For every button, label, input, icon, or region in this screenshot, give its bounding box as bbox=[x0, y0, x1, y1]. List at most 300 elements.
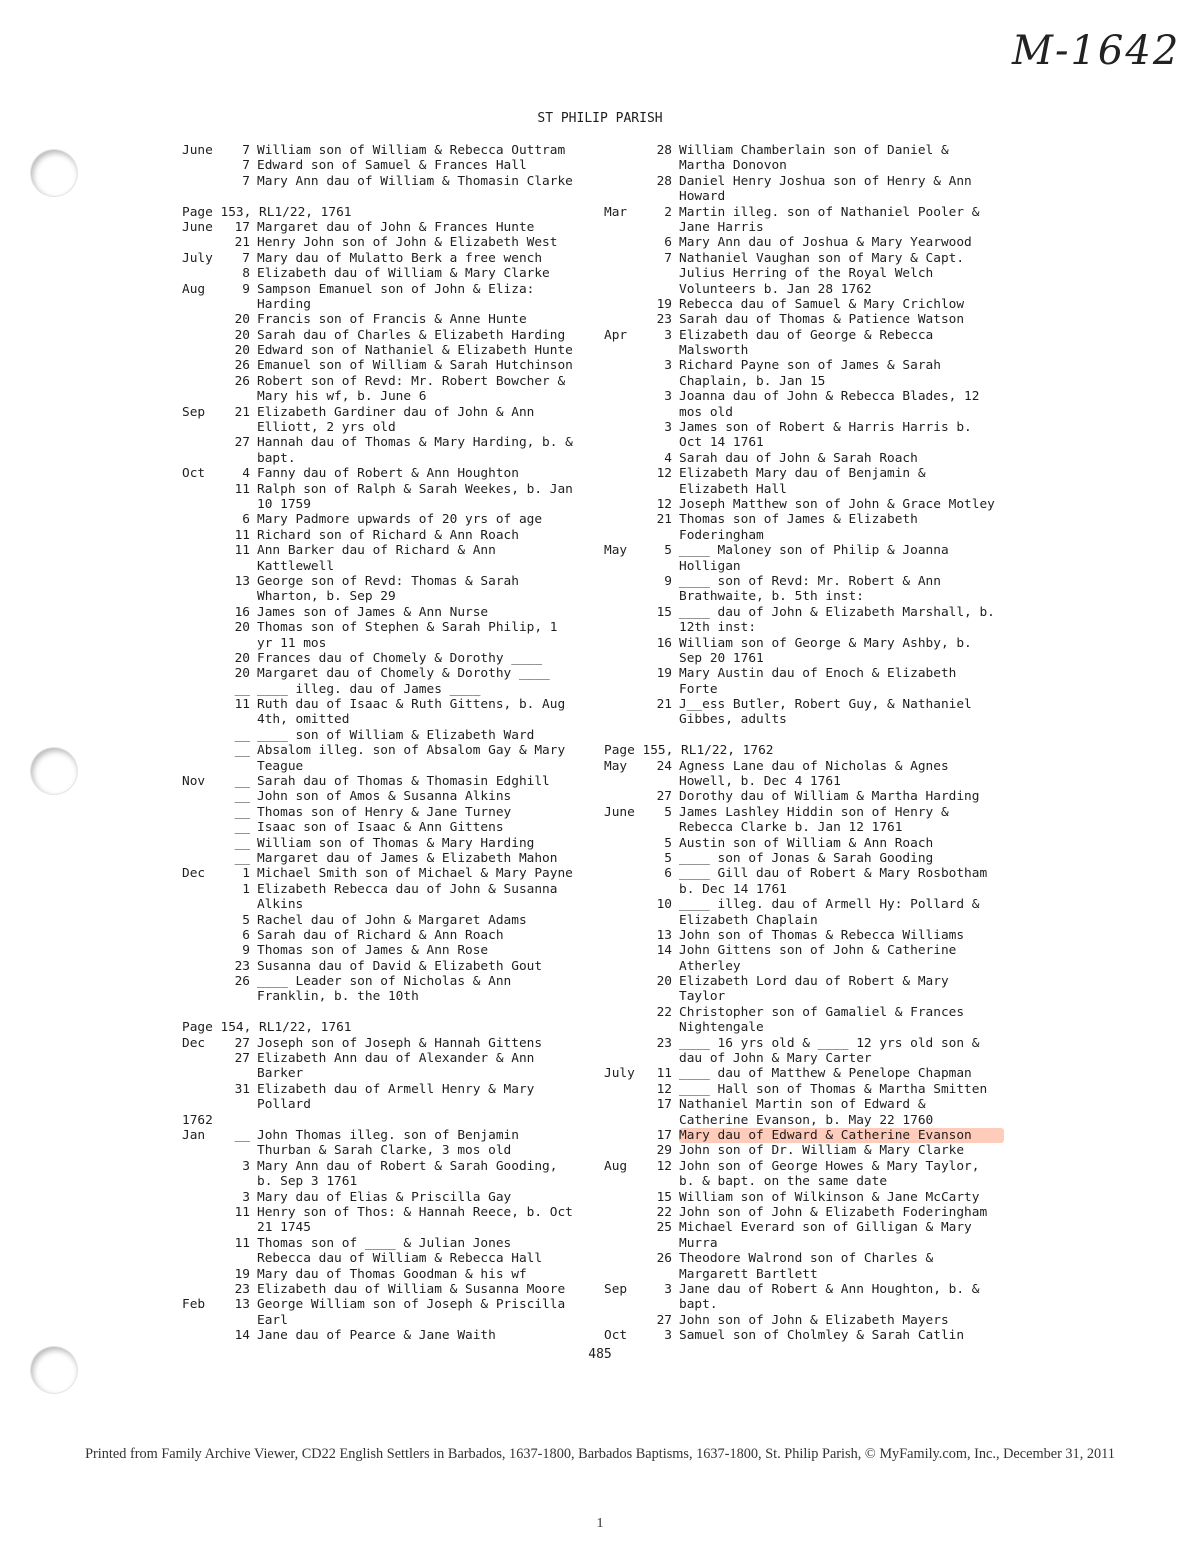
record-line bbox=[604, 789, 1004, 804]
record-line bbox=[604, 143, 1004, 158]
record-line bbox=[182, 389, 594, 404]
day-label: __ bbox=[234, 820, 250, 836]
month-label bbox=[182, 789, 226, 804]
day-label: 7 bbox=[664, 250, 672, 266]
section-heading bbox=[182, 205, 594, 220]
month-label bbox=[182, 451, 226, 466]
month-label bbox=[604, 559, 648, 574]
record-line bbox=[604, 1205, 1004, 1220]
entry-text: Elizabeth Chaplain bbox=[679, 912, 818, 928]
record-line bbox=[604, 1251, 1004, 1266]
month-label bbox=[182, 1282, 226, 1297]
month-label bbox=[182, 1174, 226, 1189]
day-label bbox=[648, 343, 679, 358]
entry-text: Mary dau of Mulatto Berk a free wench bbox=[257, 250, 543, 266]
record-line bbox=[604, 1328, 1004, 1343]
month-label bbox=[604, 1113, 648, 1128]
entry-text: Howell, b. Dec 4 1761 bbox=[679, 774, 841, 790]
month-label: Apr bbox=[604, 327, 628, 343]
month-label bbox=[182, 559, 226, 574]
month-label bbox=[182, 235, 226, 250]
record-line bbox=[182, 959, 594, 974]
day-label: 27 bbox=[234, 1035, 250, 1051]
day-label: 7 bbox=[242, 158, 250, 174]
month-label bbox=[182, 358, 226, 373]
entry-text: Mary his wf, b. June 6 bbox=[257, 389, 427, 405]
month-label bbox=[604, 1251, 648, 1266]
record-line bbox=[182, 636, 594, 651]
entry-text: ____ illeg. dau of James ____ bbox=[257, 681, 481, 697]
day-label bbox=[226, 189, 257, 204]
record-line bbox=[604, 866, 1004, 881]
day-label: 21 bbox=[656, 512, 672, 528]
record-line bbox=[182, 682, 594, 697]
day-label: 4 bbox=[664, 450, 672, 466]
day-label bbox=[648, 1020, 679, 1035]
month-label bbox=[604, 697, 648, 712]
day-label: __ bbox=[234, 681, 250, 697]
entry-text: Mary Ann dau of Joshua & Mary Yearwood bbox=[679, 235, 972, 251]
day-label: 26 bbox=[656, 1251, 672, 1267]
month-label bbox=[182, 1143, 226, 1158]
month-label bbox=[182, 589, 226, 604]
day-label: 17 bbox=[656, 1128, 672, 1143]
record-line bbox=[604, 343, 1004, 358]
record-line bbox=[604, 928, 1004, 943]
month-label bbox=[604, 989, 648, 1004]
record-line bbox=[182, 1313, 594, 1328]
month-label bbox=[182, 1005, 226, 1020]
record-line bbox=[182, 589, 594, 604]
record-line bbox=[604, 251, 1004, 266]
record-line bbox=[182, 1082, 594, 1097]
record-line bbox=[182, 312, 594, 327]
entry-text: Gibbes, adults bbox=[679, 712, 787, 728]
record-line bbox=[604, 1066, 1004, 1081]
day-label: 5 bbox=[664, 804, 672, 820]
day-label bbox=[648, 189, 679, 204]
entry-text: Nathaniel Vaughan son of Mary & Capt. bbox=[679, 250, 965, 266]
month-label bbox=[182, 897, 226, 912]
day-label: 6 bbox=[242, 927, 250, 943]
record-line bbox=[604, 1220, 1004, 1235]
month-label bbox=[182, 913, 226, 928]
entry-text: Daniel Henry Joshua son of Henry & Ann bbox=[679, 173, 972, 189]
record-line bbox=[604, 312, 1004, 327]
record-line bbox=[182, 143, 594, 158]
day-label bbox=[648, 913, 679, 928]
day-label: 27 bbox=[656, 1312, 672, 1328]
entry-text: John son of Thomas & Rebecca Williams bbox=[679, 927, 965, 943]
record-line bbox=[182, 851, 594, 866]
entry-text: Harding bbox=[257, 296, 311, 312]
record-line bbox=[604, 897, 1004, 912]
month-label bbox=[604, 897, 648, 912]
record-line bbox=[182, 1051, 594, 1066]
month-label bbox=[182, 682, 226, 697]
month-label bbox=[604, 512, 648, 527]
entry-text: Howard bbox=[679, 189, 726, 205]
record-line bbox=[604, 851, 1004, 866]
month-label bbox=[182, 343, 226, 358]
month-label bbox=[182, 482, 226, 497]
entry-text: John son of Amos & Susanna Alkins bbox=[257, 789, 512, 805]
month-label: Sep bbox=[182, 404, 206, 420]
entry-text: Franklin, b. the 10th bbox=[257, 989, 419, 1005]
month-label bbox=[182, 1051, 226, 1066]
month-label: Sep bbox=[604, 1281, 628, 1297]
month-label: Dec bbox=[182, 1035, 206, 1051]
day-label: 27 bbox=[656, 789, 672, 805]
day-label: 26 bbox=[234, 358, 250, 374]
month-label: July bbox=[182, 250, 213, 266]
entry-text: Forte bbox=[679, 681, 718, 697]
entry-text: Sarah dau of Charles & Elizabeth Harding bbox=[257, 327, 566, 343]
entry-text: Michael Smith son of Michael & Mary Payne bbox=[257, 866, 573, 882]
record-line bbox=[604, 682, 1004, 697]
month-label bbox=[604, 1005, 648, 1020]
record-line bbox=[182, 805, 594, 820]
month-label bbox=[182, 1066, 226, 1081]
month-label bbox=[182, 836, 226, 851]
record-line bbox=[182, 620, 594, 635]
record-line bbox=[604, 836, 1004, 851]
entry-text: Hannah dau of Thomas & Mary Harding, b. & bbox=[257, 435, 573, 451]
month-label: June bbox=[182, 219, 213, 235]
record-line bbox=[604, 651, 1004, 666]
month-label bbox=[604, 1220, 648, 1235]
record-line bbox=[182, 928, 594, 943]
month-label: Oct bbox=[182, 466, 206, 482]
month-label bbox=[604, 220, 648, 235]
month-label bbox=[182, 620, 226, 635]
month-label bbox=[182, 297, 226, 312]
day-label: 20 bbox=[234, 650, 250, 666]
day-label: __ bbox=[234, 804, 250, 820]
month-label bbox=[604, 174, 648, 189]
day-label bbox=[226, 1066, 257, 1081]
month-label bbox=[604, 851, 648, 866]
record-line bbox=[182, 1128, 594, 1143]
month-label bbox=[182, 158, 226, 173]
day-label: 1 bbox=[242, 881, 250, 897]
month-label bbox=[604, 974, 648, 989]
month-label bbox=[182, 1267, 226, 1282]
entry-text: b. Dec 14 1761 bbox=[679, 881, 787, 897]
entry-text: Nightengale bbox=[679, 1020, 764, 1036]
day-label bbox=[648, 774, 679, 789]
month-label bbox=[604, 1082, 648, 1097]
month-label bbox=[182, 528, 226, 543]
day-label bbox=[648, 620, 679, 635]
record-line bbox=[604, 220, 1004, 235]
record-line bbox=[182, 435, 594, 450]
day-label bbox=[648, 989, 679, 1004]
year-marker bbox=[182, 1113, 594, 1128]
day-label: 15 bbox=[656, 1189, 672, 1205]
entry-text: 12th inst: bbox=[679, 620, 757, 636]
month-label bbox=[604, 358, 648, 373]
record-line bbox=[182, 697, 594, 712]
month-label bbox=[182, 420, 226, 435]
day-label: 19 bbox=[234, 1266, 250, 1282]
entry-text: Elizabeth Rebecca dau of John & Susanna bbox=[257, 881, 558, 897]
month-label bbox=[182, 328, 226, 343]
month-label bbox=[604, 1313, 648, 1328]
day-label: 11 bbox=[234, 527, 250, 543]
month-label bbox=[182, 1251, 226, 1266]
day-label: 25 bbox=[656, 1220, 672, 1236]
entry-text: bapt. bbox=[257, 450, 296, 466]
day-label: 27 bbox=[234, 435, 250, 451]
day-label: __ bbox=[234, 743, 250, 759]
entry-text: Susanna dau of David & Elizabeth Gout bbox=[257, 958, 543, 974]
record-line bbox=[182, 728, 594, 743]
entry-text bbox=[257, 1005, 594, 1020]
day-label: 11 bbox=[656, 1066, 672, 1082]
day-label bbox=[226, 497, 257, 512]
entry-text: Elizabeth Hall bbox=[679, 481, 787, 497]
record-line bbox=[604, 1020, 1004, 1035]
record-line bbox=[604, 697, 1004, 712]
day-label: 9 bbox=[242, 281, 250, 297]
record-line bbox=[604, 1190, 1004, 1205]
day-label: __ bbox=[234, 727, 250, 743]
entry-text: Frances dau of Chomely & Dorothy ____ bbox=[257, 650, 543, 666]
record-line bbox=[604, 282, 1004, 297]
month-label bbox=[604, 1097, 648, 1112]
record-line bbox=[182, 866, 594, 881]
blank-line bbox=[182, 189, 594, 204]
entry-text: James Lashley Hiddin son of Henry & bbox=[679, 804, 949, 820]
month-label bbox=[182, 574, 226, 589]
record-line bbox=[604, 1236, 1004, 1251]
month-label: Dec bbox=[182, 866, 206, 882]
month-label bbox=[182, 882, 226, 897]
day-label: 12 bbox=[656, 466, 672, 482]
month-label bbox=[182, 1205, 226, 1220]
record-line bbox=[604, 482, 1004, 497]
entry-text: James son of James & Ann Nurse bbox=[257, 604, 489, 620]
record-line bbox=[604, 1143, 1004, 1158]
record-line bbox=[182, 174, 594, 189]
month-label: Oct bbox=[604, 1328, 628, 1344]
record-line bbox=[182, 1236, 594, 1251]
day-label bbox=[648, 682, 679, 697]
day-label bbox=[648, 820, 679, 835]
month-label: 1762 bbox=[182, 1112, 213, 1128]
month-label bbox=[182, 974, 226, 989]
month-label bbox=[604, 728, 648, 743]
entry-text: 21 1745 bbox=[257, 1220, 311, 1236]
entry-text: Edward son of Samuel & Frances Hall bbox=[257, 158, 527, 174]
record-line bbox=[604, 1082, 1004, 1097]
record-line bbox=[182, 1097, 594, 1112]
day-label bbox=[648, 882, 679, 897]
month-label bbox=[182, 989, 226, 1004]
entry-text: ____ son of Jonas & Sarah Gooding bbox=[679, 850, 934, 866]
day-label: 5 bbox=[664, 835, 672, 851]
entry-text: John son of George Howes & Mary Taylor, bbox=[679, 1158, 980, 1174]
entry-text: Sarah dau of Thomas & Thomasin Edghill bbox=[257, 774, 550, 790]
month-label bbox=[604, 251, 648, 266]
day-label bbox=[648, 220, 679, 235]
record-line bbox=[604, 174, 1004, 189]
day-label: 2 bbox=[664, 204, 672, 220]
month-label bbox=[182, 1190, 226, 1205]
day-label bbox=[648, 282, 679, 297]
record-line bbox=[604, 328, 1004, 343]
blank-line bbox=[182, 1005, 594, 1020]
day-label: 12 bbox=[656, 1158, 672, 1174]
day-label: 3 bbox=[242, 1158, 250, 1174]
month-label bbox=[182, 743, 226, 758]
day-label: 11 bbox=[234, 481, 250, 497]
month-label bbox=[604, 1143, 648, 1158]
month-label bbox=[604, 959, 648, 974]
day-label: 3 bbox=[664, 358, 672, 374]
section-heading-text: Page 154, RL1/22, 1761 bbox=[182, 1020, 352, 1036]
day-label bbox=[648, 1174, 679, 1189]
month-label bbox=[604, 1174, 648, 1189]
day-label: 21 bbox=[656, 697, 672, 713]
day-label: 7 bbox=[242, 173, 250, 189]
day-label: 23 bbox=[656, 312, 672, 328]
month-label bbox=[604, 143, 648, 158]
month-label bbox=[182, 374, 226, 389]
entry-text: William son of Thomas & Mary Harding bbox=[257, 835, 535, 851]
day-label bbox=[213, 1113, 244, 1128]
record-line bbox=[604, 374, 1004, 389]
entry-text: Mary Padmore upwards of 20 yrs of age bbox=[257, 512, 543, 528]
day-label bbox=[226, 1143, 257, 1158]
month-label bbox=[604, 282, 648, 297]
month-label bbox=[182, 728, 226, 743]
entry-text: ____ dau of Matthew & Penelope Chapman bbox=[679, 1066, 972, 1082]
day-label: 28 bbox=[656, 173, 672, 189]
month-label bbox=[182, 651, 226, 666]
record-line bbox=[182, 897, 594, 912]
day-label: 5 bbox=[242, 912, 250, 928]
month-label bbox=[182, 512, 226, 527]
entry-text bbox=[257, 189, 594, 204]
entry-text: Sarah dau of Thomas & Patience Watson bbox=[679, 312, 965, 328]
month-label: June bbox=[182, 143, 213, 158]
entry-text: Murra bbox=[679, 1235, 718, 1251]
entry-text: Wharton, b. Sep 29 bbox=[257, 589, 396, 605]
record-line bbox=[604, 559, 1004, 574]
entry-text: Holligan bbox=[679, 558, 741, 574]
entry-text: Absalom illeg. son of Absalom Gay & Mary bbox=[257, 743, 566, 759]
day-label: 20 bbox=[656, 974, 672, 990]
month-label bbox=[604, 913, 648, 928]
month-label bbox=[182, 1220, 226, 1235]
entry-text: Mary dau of Edward & Catherine Evanson bbox=[679, 1128, 1004, 1143]
entry-text: Elizabeth dau of William & Susanna Moore bbox=[257, 1281, 566, 1297]
record-line bbox=[604, 666, 1004, 681]
entry-text: Rebecca Clarke b. Jan 12 1761 bbox=[679, 820, 903, 836]
record-line bbox=[604, 466, 1004, 481]
entry-text: Samuel son of Cholmley & Sarah Catlin bbox=[679, 1328, 965, 1344]
month-label bbox=[604, 882, 648, 897]
month-label bbox=[604, 389, 648, 404]
record-line bbox=[604, 959, 1004, 974]
entry-text: Richard Payne son of James & Sarah bbox=[679, 358, 941, 374]
entry-text: Sarah dau of John & Sarah Roach bbox=[679, 450, 918, 466]
day-label: 22 bbox=[656, 1204, 672, 1220]
entry-text: bapt. bbox=[679, 1297, 718, 1313]
entry-text: Jane dau of Pearce & Jane Waith bbox=[257, 1328, 496, 1344]
entry-text: Jane dau of Robert & Ann Houghton, b. & bbox=[679, 1281, 980, 1297]
month-label bbox=[182, 543, 226, 558]
record-line bbox=[604, 512, 1004, 527]
record-line bbox=[182, 328, 594, 343]
month-label bbox=[604, 774, 648, 789]
entry-text: ____ son of Revd: Mr. Robert & Ann bbox=[679, 573, 941, 589]
record-line bbox=[604, 1005, 1004, 1020]
record-line bbox=[182, 712, 594, 727]
day-label: 11 bbox=[234, 1235, 250, 1251]
day-label: 3 bbox=[664, 1328, 672, 1344]
day-label bbox=[226, 989, 257, 1004]
month-label bbox=[604, 405, 648, 420]
month-label bbox=[182, 820, 226, 835]
day-label bbox=[226, 1251, 257, 1266]
record-line bbox=[182, 497, 594, 512]
entry-text: Taylor bbox=[679, 989, 726, 1005]
entry-text: Chaplain, b. Jan 15 bbox=[679, 373, 826, 389]
month-label bbox=[182, 1097, 226, 1112]
month-label: Aug bbox=[604, 1158, 628, 1174]
entry-text: Elizabeth Lord dau of Robert & Mary bbox=[679, 974, 949, 990]
month-label bbox=[182, 1236, 226, 1251]
month-label bbox=[182, 312, 226, 327]
record-line bbox=[604, 1051, 1004, 1066]
month-label bbox=[604, 266, 648, 281]
day-label: 8 bbox=[242, 266, 250, 282]
entry-text: Rebecca dau of Samuel & Mary Crichlow bbox=[679, 296, 965, 312]
month-label bbox=[182, 266, 226, 281]
month-label bbox=[604, 1205, 648, 1220]
month-label bbox=[182, 1159, 226, 1174]
blank-line bbox=[604, 728, 1004, 743]
day-label: 5 bbox=[664, 850, 672, 866]
entry-text: Agness Lane dau of Nicholas & Agnes bbox=[679, 758, 949, 774]
month-label bbox=[604, 605, 648, 620]
record-line bbox=[182, 1066, 594, 1081]
entry-text: mos old bbox=[679, 404, 733, 420]
day-label: 24 bbox=[656, 758, 672, 774]
day-label: 3 bbox=[664, 420, 672, 436]
entry-text: Foderingham bbox=[679, 527, 764, 543]
entry-text: Julius Herring of the Royal Welch bbox=[679, 266, 934, 282]
entry-text: Mary Ann dau of William & Thomasin Clarke bbox=[257, 173, 573, 189]
record-line bbox=[182, 882, 594, 897]
record-line bbox=[182, 420, 594, 435]
entry-text: Thomas son of ____ & Julian Jones bbox=[257, 1235, 512, 1251]
entry-text: Rachel dau of John & Margaret Adams bbox=[257, 912, 527, 928]
day-label: 26 bbox=[234, 974, 250, 990]
month-label bbox=[182, 189, 226, 204]
month-label bbox=[604, 1267, 648, 1282]
record-line bbox=[604, 574, 1004, 589]
record-line bbox=[182, 543, 594, 558]
record-line bbox=[182, 651, 594, 666]
page-number: 485 bbox=[588, 1347, 612, 1362]
day-label: 3 bbox=[664, 327, 672, 343]
month-label: Feb bbox=[182, 1297, 206, 1313]
month-label bbox=[604, 620, 648, 635]
